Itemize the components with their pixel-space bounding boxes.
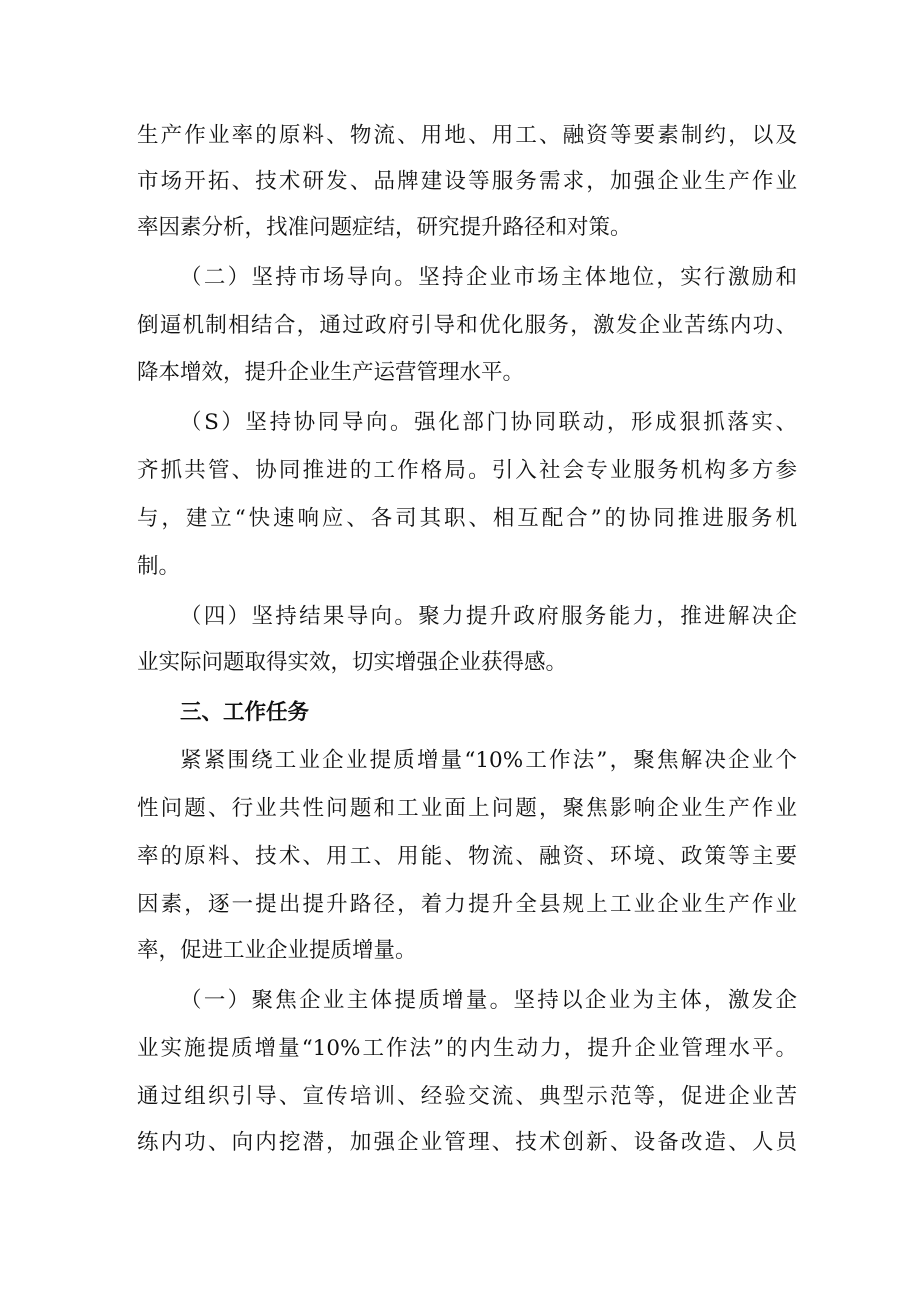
paragraph-line: 率因素分析，找准问题症结，研究提升路径和对策。 [137,215,632,240]
section-heading: 三、工作任务 [180,700,310,725]
paragraph-line: 因素，逐一提出提升路径，着力提升全县规上工业企业生产作业 [137,892,797,917]
paragraph-line: 与，建立“快速响应、各司其职、相互配合”的协同推进服务机 [137,506,797,531]
paragraph-line: 练内功、向内挖潜，加强企业管理、技术创新、设备改造、人员 [137,1130,797,1155]
paragraph-line: 性问题、行业共性问题和工业面上问题，聚焦影响企业生产作业 [137,796,797,821]
paragraph-line: 率，促进工业企业提质增量。 [137,938,417,963]
paragraph-line: （二）坚持市场导向。坚持企业市场主体地位，实行激励和 [180,265,797,290]
paragraph-line: 齐抓共管、协同推进的工作格局。引入社会专业服务机构多方参 [137,458,797,483]
paragraph-line: （四）坚持结果导向。聚力提升政府服务能力，推进解决企 [180,604,797,629]
paragraph-line: 业实施提质增量“10%工作法”的内生动力，提升企业管理水平。 [137,1036,797,1061]
paragraph-line: 市场开拓、技术研发、品牌建设等服务需求，加强企业生产作业 [137,169,797,194]
paragraph-line: 通过组织引导、宣传培训、经验交流、典型示范等，促进企业苦 [137,1084,797,1109]
paragraph-line: 降本增效，提升企业生产运营管理水平。 [137,360,525,385]
paragraph-line: 生产作业率的原料、物流、用地、用工、融资等要素制约，以及 [137,123,797,148]
paragraph-line: 率的原料、技术、用工、用能、物流、融资、环境、政策等主要 [137,844,797,869]
paragraph-line: 倒逼机制相结合，通过政府引导和优化服务，激发企业苦练内功、 [137,313,797,338]
paragraph-line: 紧紧围绕工业企业提质增量“10%工作法”，聚焦解决企业个 [180,748,797,773]
paragraph-line: （S）坚持协同导向。强化部门协同联动，形成狠抓落实、 [180,410,797,435]
paragraph-line: 业实际问题取得实效，切实增强企业获得感。 [137,650,568,675]
paragraph-line: 制。 [137,554,181,579]
paragraph-line: （一）聚焦企业主体提质增量。坚持以企业为主体，激发企 [180,988,797,1013]
